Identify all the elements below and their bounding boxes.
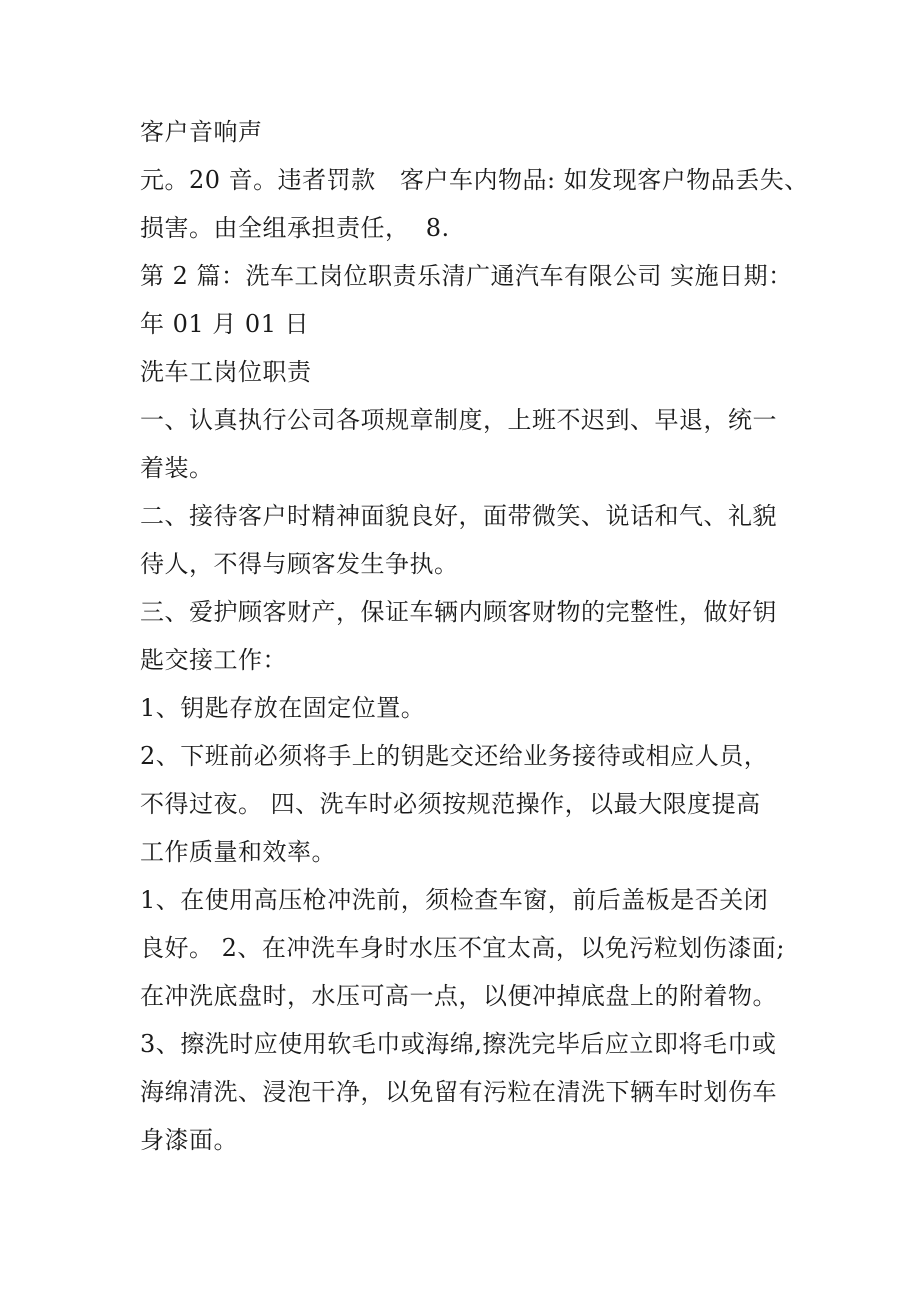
text-line: 二、接待客户时精神面貌良好，面带微笑、说话和气、礼貌 <box>140 502 777 530</box>
text-line: 客户音响声 <box>140 118 263 146</box>
list-item: 3、擦洗时应使用软毛巾或海绵,擦洗完毕后应立即将毛巾或 <box>140 1030 777 1058</box>
list-item: 1、钥匙存放在固定位置。 <box>140 694 426 722</box>
text-line: 良好。 2、在冲洗车身时水压不宜太高，以免污粒划伤漆面; <box>140 934 785 962</box>
list-item: 1、在使用高压枪冲洗前，须检查车窗，前后盖板是否关闭 <box>140 886 769 914</box>
text-line: 在冲洗底盘时，水压可高一点，以便冲掉底盘上的附着物。 <box>140 982 777 1010</box>
text-line: 着装。 <box>140 454 214 482</box>
document-body <box>140 108 809 1164</box>
date-line: 年 01 月 01 日 <box>140 310 310 338</box>
text-line: 三、爱护顾客财产，保证车辆内顾客财物的完整性，做好钥 <box>140 598 777 626</box>
list-item: 2、下班前必须将手上的钥匙交还给业务接待或相应人员， <box>140 742 769 770</box>
section-heading-line: 第 2 篇：洗车工岗位职责乐清广通汽车有限公司 实施日期： <box>140 262 793 290</box>
text-line: 一、认真执行公司各项规章制度，上班不迟到、早退，统一 <box>140 406 777 434</box>
text-line: 损害。由全组承担责任， 8. <box>140 214 450 242</box>
text-line: 不得过夜。 四、洗车时必须按规范操作，以最大限度提高 <box>140 790 761 818</box>
text-line: 工作质量和效率。 <box>140 838 336 866</box>
section-title: 洗车工岗位职责 <box>140 358 312 386</box>
text-line: 身漆面。 <box>140 1126 238 1154</box>
text-line: 海绵清洗、浸泡干净，以免留有污粒在清洗下辆车时划伤车 <box>140 1078 777 1106</box>
text-line: 待人，不得与顾客发生争执。 <box>140 550 459 578</box>
text-line: 元。20 音。违者罚款 客户车内物品: 如发现客户物品丢失、 <box>140 166 809 194</box>
text-line: 匙交接工作： <box>140 646 287 674</box>
